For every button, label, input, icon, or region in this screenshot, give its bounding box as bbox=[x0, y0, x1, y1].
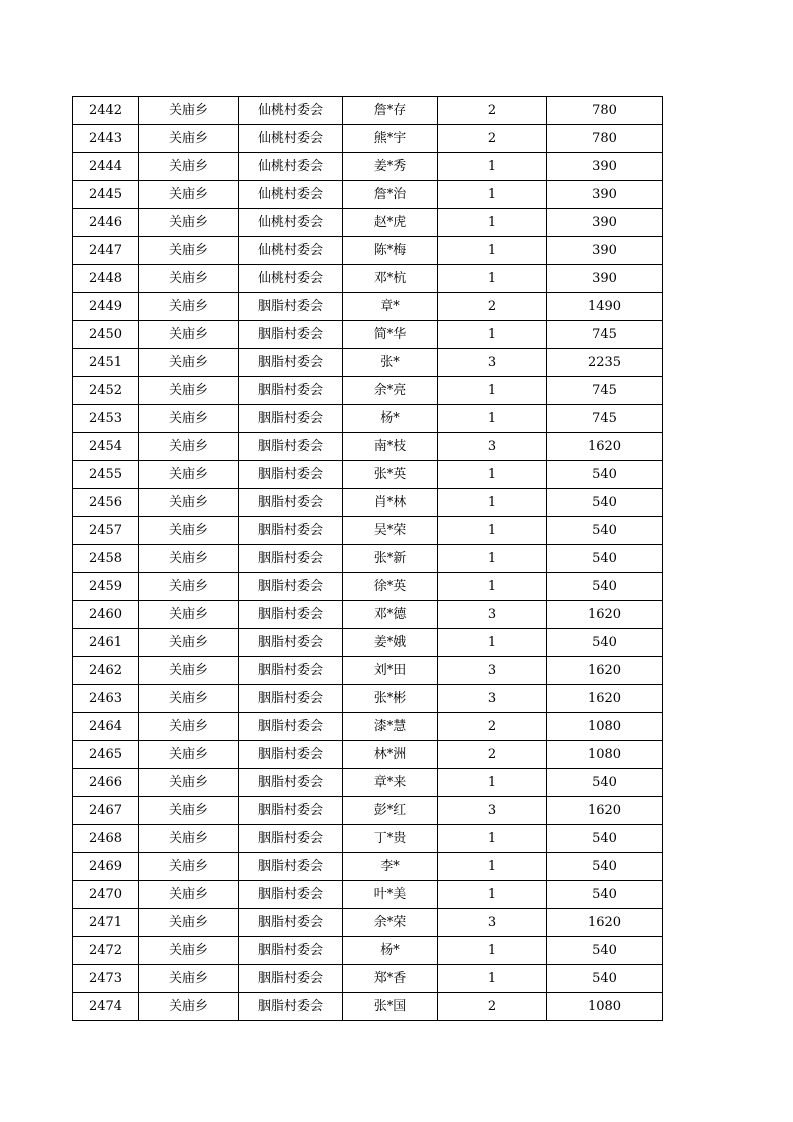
cell-township: 关庙乡 bbox=[139, 181, 239, 209]
cell-amount: 540 bbox=[547, 461, 663, 489]
cell-name: 张* bbox=[343, 349, 438, 377]
cell-count: 1 bbox=[438, 153, 547, 181]
table-row bbox=[73, 937, 663, 965]
table-row bbox=[73, 601, 663, 629]
cell-index: 2456 bbox=[73, 489, 139, 517]
cell-amount: 745 bbox=[547, 377, 663, 405]
cell-village-committee: 胭脂村委会 bbox=[239, 937, 343, 965]
cell-index: 2470 bbox=[73, 881, 139, 909]
cell-amount: 780 bbox=[547, 97, 663, 125]
table-row bbox=[73, 265, 663, 293]
cell-township: 关庙乡 bbox=[139, 237, 239, 265]
cell-name: 张*彬 bbox=[343, 685, 438, 713]
cell-village-committee: 胭脂村委会 bbox=[239, 601, 343, 629]
cell-count: 2 bbox=[438, 125, 547, 153]
table-row bbox=[73, 657, 663, 685]
cell-amount: 1620 bbox=[547, 685, 663, 713]
cell-count: 2 bbox=[438, 741, 547, 769]
cell-index: 2462 bbox=[73, 657, 139, 685]
table-row bbox=[73, 993, 663, 1021]
table-row bbox=[73, 461, 663, 489]
cell-index: 2464 bbox=[73, 713, 139, 741]
cell-amount: 390 bbox=[547, 237, 663, 265]
cell-index: 2451 bbox=[73, 349, 139, 377]
cell-village-committee: 胭脂村委会 bbox=[239, 685, 343, 713]
data-table bbox=[72, 96, 663, 1021]
cell-amount: 745 bbox=[547, 321, 663, 349]
cell-township: 关庙乡 bbox=[139, 265, 239, 293]
cell-name: 詹*存 bbox=[343, 97, 438, 125]
table-row bbox=[73, 433, 663, 461]
cell-index: 2466 bbox=[73, 769, 139, 797]
cell-count: 3 bbox=[438, 601, 547, 629]
cell-amount: 1620 bbox=[547, 601, 663, 629]
cell-amount: 540 bbox=[547, 937, 663, 965]
cell-village-committee: 仙桃村委会 bbox=[239, 181, 343, 209]
cell-name: 詹*治 bbox=[343, 181, 438, 209]
table-body bbox=[73, 97, 663, 1021]
cell-name: 漆*慧 bbox=[343, 713, 438, 741]
cell-township: 关庙乡 bbox=[139, 293, 239, 321]
cell-name: 熊*宇 bbox=[343, 125, 438, 153]
cell-index: 2469 bbox=[73, 853, 139, 881]
cell-name: 张*国 bbox=[343, 993, 438, 1021]
table-row bbox=[73, 97, 663, 125]
cell-index: 2454 bbox=[73, 433, 139, 461]
cell-name: 吴*荣 bbox=[343, 517, 438, 545]
cell-index: 2472 bbox=[73, 937, 139, 965]
cell-amount: 540 bbox=[547, 573, 663, 601]
table-row bbox=[73, 489, 663, 517]
cell-name: 姜*秀 bbox=[343, 153, 438, 181]
cell-name: 章*来 bbox=[343, 769, 438, 797]
cell-amount: 540 bbox=[547, 881, 663, 909]
table-row bbox=[73, 881, 663, 909]
cell-index: 2473 bbox=[73, 965, 139, 993]
cell-index: 2452 bbox=[73, 377, 139, 405]
cell-count: 2 bbox=[438, 713, 547, 741]
cell-amount: 1620 bbox=[547, 657, 663, 685]
cell-amount: 540 bbox=[547, 965, 663, 993]
cell-index: 2443 bbox=[73, 125, 139, 153]
cell-township: 关庙乡 bbox=[139, 881, 239, 909]
cell-amount: 390 bbox=[547, 181, 663, 209]
cell-village-committee: 胭脂村委会 bbox=[239, 545, 343, 573]
cell-village-committee: 胭脂村委会 bbox=[239, 741, 343, 769]
cell-township: 关庙乡 bbox=[139, 741, 239, 769]
cell-township: 关庙乡 bbox=[139, 573, 239, 601]
cell-count: 1 bbox=[438, 517, 547, 545]
cell-village-committee: 胭脂村委会 bbox=[239, 349, 343, 377]
cell-name: 张*新 bbox=[343, 545, 438, 573]
cell-index: 2467 bbox=[73, 797, 139, 825]
cell-amount: 1080 bbox=[547, 993, 663, 1021]
cell-village-committee: 仙桃村委会 bbox=[239, 265, 343, 293]
cell-index: 2457 bbox=[73, 517, 139, 545]
cell-village-committee: 仙桃村委会 bbox=[239, 153, 343, 181]
cell-count: 1 bbox=[438, 405, 547, 433]
cell-village-committee: 仙桃村委会 bbox=[239, 209, 343, 237]
cell-name: 邓*杭 bbox=[343, 265, 438, 293]
cell-name: 杨* bbox=[343, 405, 438, 433]
cell-village-committee: 胭脂村委会 bbox=[239, 797, 343, 825]
cell-amount: 2235 bbox=[547, 349, 663, 377]
table-row bbox=[73, 629, 663, 657]
cell-township: 关庙乡 bbox=[139, 713, 239, 741]
cell-name: 林*洲 bbox=[343, 741, 438, 769]
cell-name: 郑*香 bbox=[343, 965, 438, 993]
cell-name: 陈*梅 bbox=[343, 237, 438, 265]
cell-township: 关庙乡 bbox=[139, 629, 239, 657]
cell-township: 关庙乡 bbox=[139, 125, 239, 153]
cell-township: 关庙乡 bbox=[139, 909, 239, 937]
cell-village-committee: 胭脂村委会 bbox=[239, 433, 343, 461]
cell-index: 2463 bbox=[73, 685, 139, 713]
cell-amount: 540 bbox=[547, 489, 663, 517]
cell-index: 2453 bbox=[73, 405, 139, 433]
cell-amount: 780 bbox=[547, 125, 663, 153]
cell-township: 关庙乡 bbox=[139, 797, 239, 825]
table-row bbox=[73, 153, 663, 181]
cell-name: 叶*美 bbox=[343, 881, 438, 909]
cell-village-committee: 胭脂村委会 bbox=[239, 377, 343, 405]
cell-amount: 745 bbox=[547, 405, 663, 433]
cell-amount: 390 bbox=[547, 153, 663, 181]
cell-name: 杨* bbox=[343, 937, 438, 965]
cell-township: 关庙乡 bbox=[139, 321, 239, 349]
cell-count: 1 bbox=[438, 489, 547, 517]
cell-township: 关庙乡 bbox=[139, 965, 239, 993]
cell-index: 2449 bbox=[73, 293, 139, 321]
cell-village-committee: 胭脂村委会 bbox=[239, 489, 343, 517]
table-row bbox=[73, 181, 663, 209]
cell-amount: 540 bbox=[547, 853, 663, 881]
cell-count: 1 bbox=[438, 321, 547, 349]
cell-count: 1 bbox=[438, 377, 547, 405]
cell-index: 2455 bbox=[73, 461, 139, 489]
cell-village-committee: 胭脂村委会 bbox=[239, 573, 343, 601]
cell-index: 2446 bbox=[73, 209, 139, 237]
cell-village-committee: 胭脂村委会 bbox=[239, 321, 343, 349]
cell-township: 关庙乡 bbox=[139, 461, 239, 489]
cell-township: 关庙乡 bbox=[139, 993, 239, 1021]
cell-name: 刘*田 bbox=[343, 657, 438, 685]
table-row bbox=[73, 741, 663, 769]
cell-count: 1 bbox=[438, 853, 547, 881]
cell-amount: 390 bbox=[547, 265, 663, 293]
cell-amount: 1620 bbox=[547, 433, 663, 461]
cell-name: 肖*林 bbox=[343, 489, 438, 517]
cell-index: 2474 bbox=[73, 993, 139, 1021]
table-row bbox=[73, 377, 663, 405]
cell-index: 2465 bbox=[73, 741, 139, 769]
cell-village-committee: 胭脂村委会 bbox=[239, 769, 343, 797]
table-row bbox=[73, 853, 663, 881]
cell-township: 关庙乡 bbox=[139, 209, 239, 237]
cell-village-committee: 胭脂村委会 bbox=[239, 881, 343, 909]
cell-name: 张*英 bbox=[343, 461, 438, 489]
cell-count: 1 bbox=[438, 209, 547, 237]
cell-township: 关庙乡 bbox=[139, 153, 239, 181]
cell-township: 关庙乡 bbox=[139, 517, 239, 545]
cell-index: 2468 bbox=[73, 825, 139, 853]
table-row bbox=[73, 293, 663, 321]
cell-count: 1 bbox=[438, 881, 547, 909]
cell-count: 1 bbox=[438, 769, 547, 797]
table-row bbox=[73, 545, 663, 573]
cell-count: 1 bbox=[438, 265, 547, 293]
cell-count: 2 bbox=[438, 97, 547, 125]
table-row bbox=[73, 685, 663, 713]
cell-count: 3 bbox=[438, 657, 547, 685]
cell-index: 2444 bbox=[73, 153, 139, 181]
cell-village-committee: 胭脂村委会 bbox=[239, 405, 343, 433]
cell-name: 姜*娥 bbox=[343, 629, 438, 657]
table-row bbox=[73, 517, 663, 545]
cell-township: 关庙乡 bbox=[139, 685, 239, 713]
cell-index: 2447 bbox=[73, 237, 139, 265]
table-row bbox=[73, 349, 663, 377]
cell-name: 南*枝 bbox=[343, 433, 438, 461]
cell-index: 2461 bbox=[73, 629, 139, 657]
cell-name: 余*荣 bbox=[343, 909, 438, 937]
cell-name: 余*亮 bbox=[343, 377, 438, 405]
table-row bbox=[73, 825, 663, 853]
cell-amount: 540 bbox=[547, 769, 663, 797]
cell-count: 1 bbox=[438, 825, 547, 853]
table-row bbox=[73, 237, 663, 265]
cell-count: 3 bbox=[438, 349, 547, 377]
cell-name: 邓*德 bbox=[343, 601, 438, 629]
cell-township: 关庙乡 bbox=[139, 349, 239, 377]
cell-amount: 1490 bbox=[547, 293, 663, 321]
cell-count: 2 bbox=[438, 993, 547, 1021]
cell-count: 1 bbox=[438, 237, 547, 265]
cell-township: 关庙乡 bbox=[139, 601, 239, 629]
cell-index: 2448 bbox=[73, 265, 139, 293]
table-row bbox=[73, 965, 663, 993]
table-row bbox=[73, 909, 663, 937]
cell-amount: 540 bbox=[547, 545, 663, 573]
cell-index: 2450 bbox=[73, 321, 139, 349]
cell-amount: 1080 bbox=[547, 741, 663, 769]
cell-township: 关庙乡 bbox=[139, 769, 239, 797]
cell-village-committee: 胭脂村委会 bbox=[239, 657, 343, 685]
table-row bbox=[73, 713, 663, 741]
table-row bbox=[73, 405, 663, 433]
cell-name: 赵*虎 bbox=[343, 209, 438, 237]
cell-village-committee: 胭脂村委会 bbox=[239, 825, 343, 853]
cell-village-committee: 胭脂村委会 bbox=[239, 965, 343, 993]
cell-township: 关庙乡 bbox=[139, 545, 239, 573]
cell-amount: 540 bbox=[547, 629, 663, 657]
cell-township: 关庙乡 bbox=[139, 405, 239, 433]
cell-village-committee: 胭脂村委会 bbox=[239, 629, 343, 657]
cell-township: 关庙乡 bbox=[139, 853, 239, 881]
cell-index: 2458 bbox=[73, 545, 139, 573]
cell-count: 2 bbox=[438, 293, 547, 321]
cell-village-committee: 胭脂村委会 bbox=[239, 293, 343, 321]
table-row bbox=[73, 125, 663, 153]
table-row bbox=[73, 573, 663, 601]
cell-amount: 1080 bbox=[547, 713, 663, 741]
cell-village-committee: 胭脂村委会 bbox=[239, 517, 343, 545]
cell-township: 关庙乡 bbox=[139, 97, 239, 125]
cell-village-committee: 胭脂村委会 bbox=[239, 461, 343, 489]
cell-index: 2471 bbox=[73, 909, 139, 937]
cell-name: 徐*英 bbox=[343, 573, 438, 601]
cell-index: 2460 bbox=[73, 601, 139, 629]
cell-township: 关庙乡 bbox=[139, 489, 239, 517]
table-row bbox=[73, 769, 663, 797]
cell-name: 章* bbox=[343, 293, 438, 321]
cell-count: 1 bbox=[438, 573, 547, 601]
cell-count: 1 bbox=[438, 629, 547, 657]
cell-count: 3 bbox=[438, 685, 547, 713]
cell-index: 2459 bbox=[73, 573, 139, 601]
cell-township: 关庙乡 bbox=[139, 937, 239, 965]
cell-name: 李* bbox=[343, 853, 438, 881]
cell-amount: 390 bbox=[547, 209, 663, 237]
table-row bbox=[73, 209, 663, 237]
cell-township: 关庙乡 bbox=[139, 825, 239, 853]
cell-township: 关庙乡 bbox=[139, 377, 239, 405]
cell-amount: 540 bbox=[547, 517, 663, 545]
cell-index: 2445 bbox=[73, 181, 139, 209]
cell-count: 3 bbox=[438, 797, 547, 825]
cell-township: 关庙乡 bbox=[139, 433, 239, 461]
cell-count: 3 bbox=[438, 909, 547, 937]
cell-village-committee: 仙桃村委会 bbox=[239, 237, 343, 265]
cell-name: 简*华 bbox=[343, 321, 438, 349]
table-row bbox=[73, 321, 663, 349]
cell-village-committee: 胭脂村委会 bbox=[239, 853, 343, 881]
cell-count: 1 bbox=[438, 545, 547, 573]
cell-name: 彭*红 bbox=[343, 797, 438, 825]
cell-name: 丁*贵 bbox=[343, 825, 438, 853]
cell-village-committee: 胭脂村委会 bbox=[239, 713, 343, 741]
cell-count: 1 bbox=[438, 965, 547, 993]
cell-count: 3 bbox=[438, 433, 547, 461]
cell-village-committee: 仙桃村委会 bbox=[239, 97, 343, 125]
cell-amount: 1620 bbox=[547, 909, 663, 937]
cell-count: 1 bbox=[438, 937, 547, 965]
cell-count: 1 bbox=[438, 461, 547, 489]
cell-index: 2442 bbox=[73, 97, 139, 125]
cell-village-committee: 仙桃村委会 bbox=[239, 125, 343, 153]
cell-township: 关庙乡 bbox=[139, 657, 239, 685]
cell-village-committee: 胭脂村委会 bbox=[239, 993, 343, 1021]
cell-amount: 1620 bbox=[547, 797, 663, 825]
cell-village-committee: 胭脂村委会 bbox=[239, 909, 343, 937]
cell-amount: 540 bbox=[547, 825, 663, 853]
cell-count: 1 bbox=[438, 181, 547, 209]
table-row bbox=[73, 797, 663, 825]
